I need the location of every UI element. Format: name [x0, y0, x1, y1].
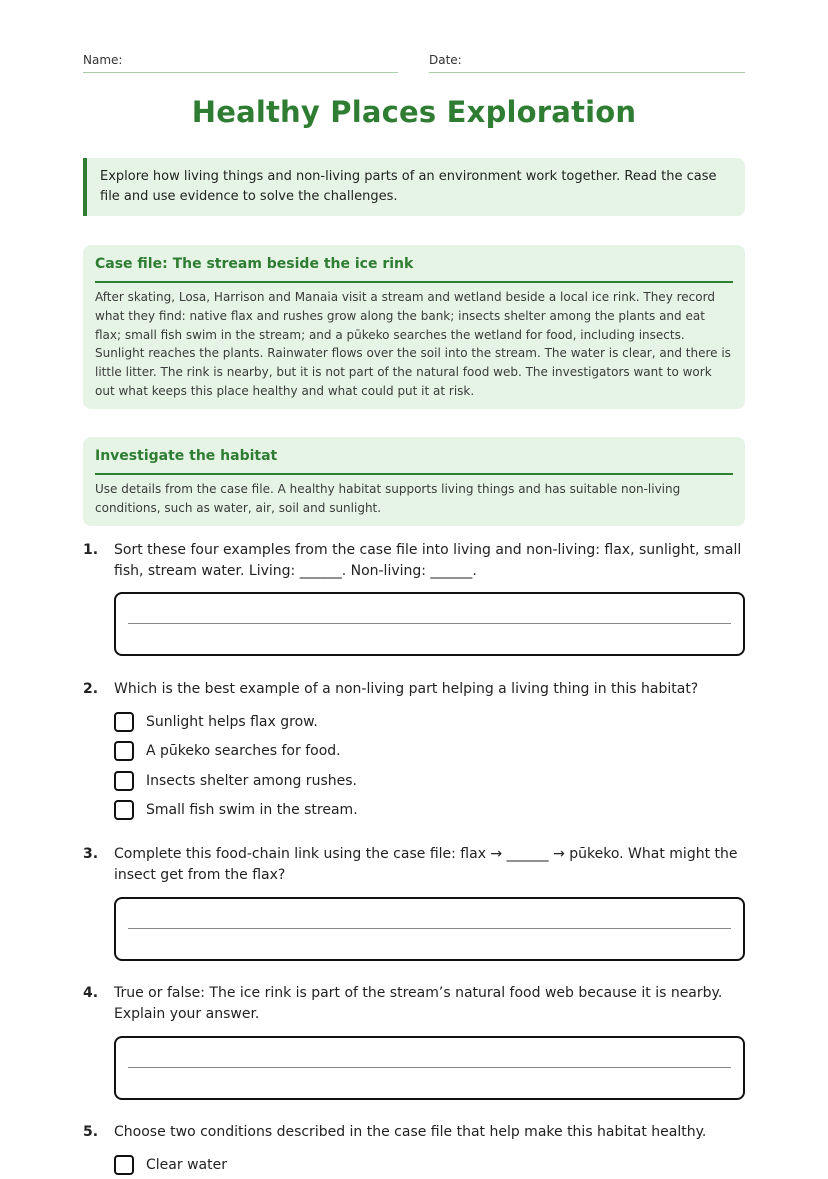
answer-box[interactable]	[114, 1036, 745, 1100]
question-text: Which is the best example of a non-living part helping a living thing in this habitat?	[114, 681, 699, 697]
option-label: A pūkeko searches for food.	[146, 743, 341, 759]
option-3[interactable]	[114, 771, 714, 795]
intro-callout: Explore how living things and non-living parts of an environment work together. Read the case file and use evidence to solve the challenges.	[83, 158, 745, 216]
date-field[interactable]	[429, 52, 745, 73]
checkbox[interactable]	[114, 800, 134, 820]
date-label: Date:	[429, 53, 462, 67]
option-1[interactable]	[114, 712, 714, 736]
answer-line	[128, 1067, 731, 1068]
case-file-body: After skating, Losa, Harrison and Manaia visit a stream and wetland beside a local ice rink. They record what they find: native flax and rushes grow along the bank; insects shelter among the plants and eat flax; small fish swim in the stream; and a pūkeko searches the wetland for food, including insects. Sunlight reaches the plants. Rainwater flows over the soil into the stream. The water is clear, and there is little litter. The rink is nearby, but it is not part of the natural food web. The investigators want to work out what keeps this place healthy and what could put it at risk.	[95, 290, 731, 398]
name-field[interactable]	[83, 52, 398, 73]
answer-line	[128, 623, 731, 624]
answer-box[interactable]	[114, 897, 745, 961]
question-number: 4.	[83, 985, 99, 1001]
habitat-panel	[83, 437, 745, 526]
question-text: Complete this food-chain link using the case file: flax → ______ → pūkeko. What might the insect get from the flax?	[114, 846, 738, 883]
name-date-row	[83, 52, 745, 74]
option-1[interactable]	[114, 1155, 714, 1179]
question-number: 3.	[83, 846, 99, 862]
question-text: Sort these four examples from the case file into living and non-living: flax, sunlight, small fish, stream water. Living: ______. Non-living: ______.	[114, 542, 742, 579]
option-2[interactable]	[114, 741, 714, 765]
checkbox[interactable]	[114, 741, 134, 761]
case-file-panel	[83, 245, 745, 409]
answer-box[interactable]	[114, 592, 745, 656]
checkbox[interactable]	[114, 1155, 134, 1175]
case-file-title: Case file: The stream beside the ice rink	[95, 255, 733, 283]
option-4[interactable]	[114, 800, 714, 824]
question-number: 1.	[83, 542, 99, 558]
name-label: Name:	[83, 53, 123, 67]
habitat-title: Investigate the habitat	[95, 447, 733, 475]
option-label: Insects shelter among rushes.	[146, 773, 357, 789]
question-number: 5.	[83, 1124, 99, 1140]
option-label: Small fish swim in the stream.	[146, 802, 358, 818]
answer-line	[128, 928, 731, 929]
checkbox[interactable]	[114, 771, 134, 791]
question-text: Choose two conditions described in the case file that help make this habitat healthy.	[114, 1124, 707, 1140]
question-number: 2.	[83, 681, 99, 697]
habitat-body: Use details from the case file. A healthy habitat supports living things and has suitable non-living conditions, such as water, air, soil and sunlight.	[95, 482, 681, 515]
option-label: Sunlight helps flax grow.	[146, 714, 318, 730]
question-text: True or false: The ice rink is part of the stream’s natural food web because it is nearby. Explain your answer.	[114, 985, 723, 1022]
page-title: Healthy Places Exploration	[191, 95, 637, 129]
option-label: Clear water	[146, 1157, 227, 1173]
checkbox[interactable]	[114, 712, 134, 732]
